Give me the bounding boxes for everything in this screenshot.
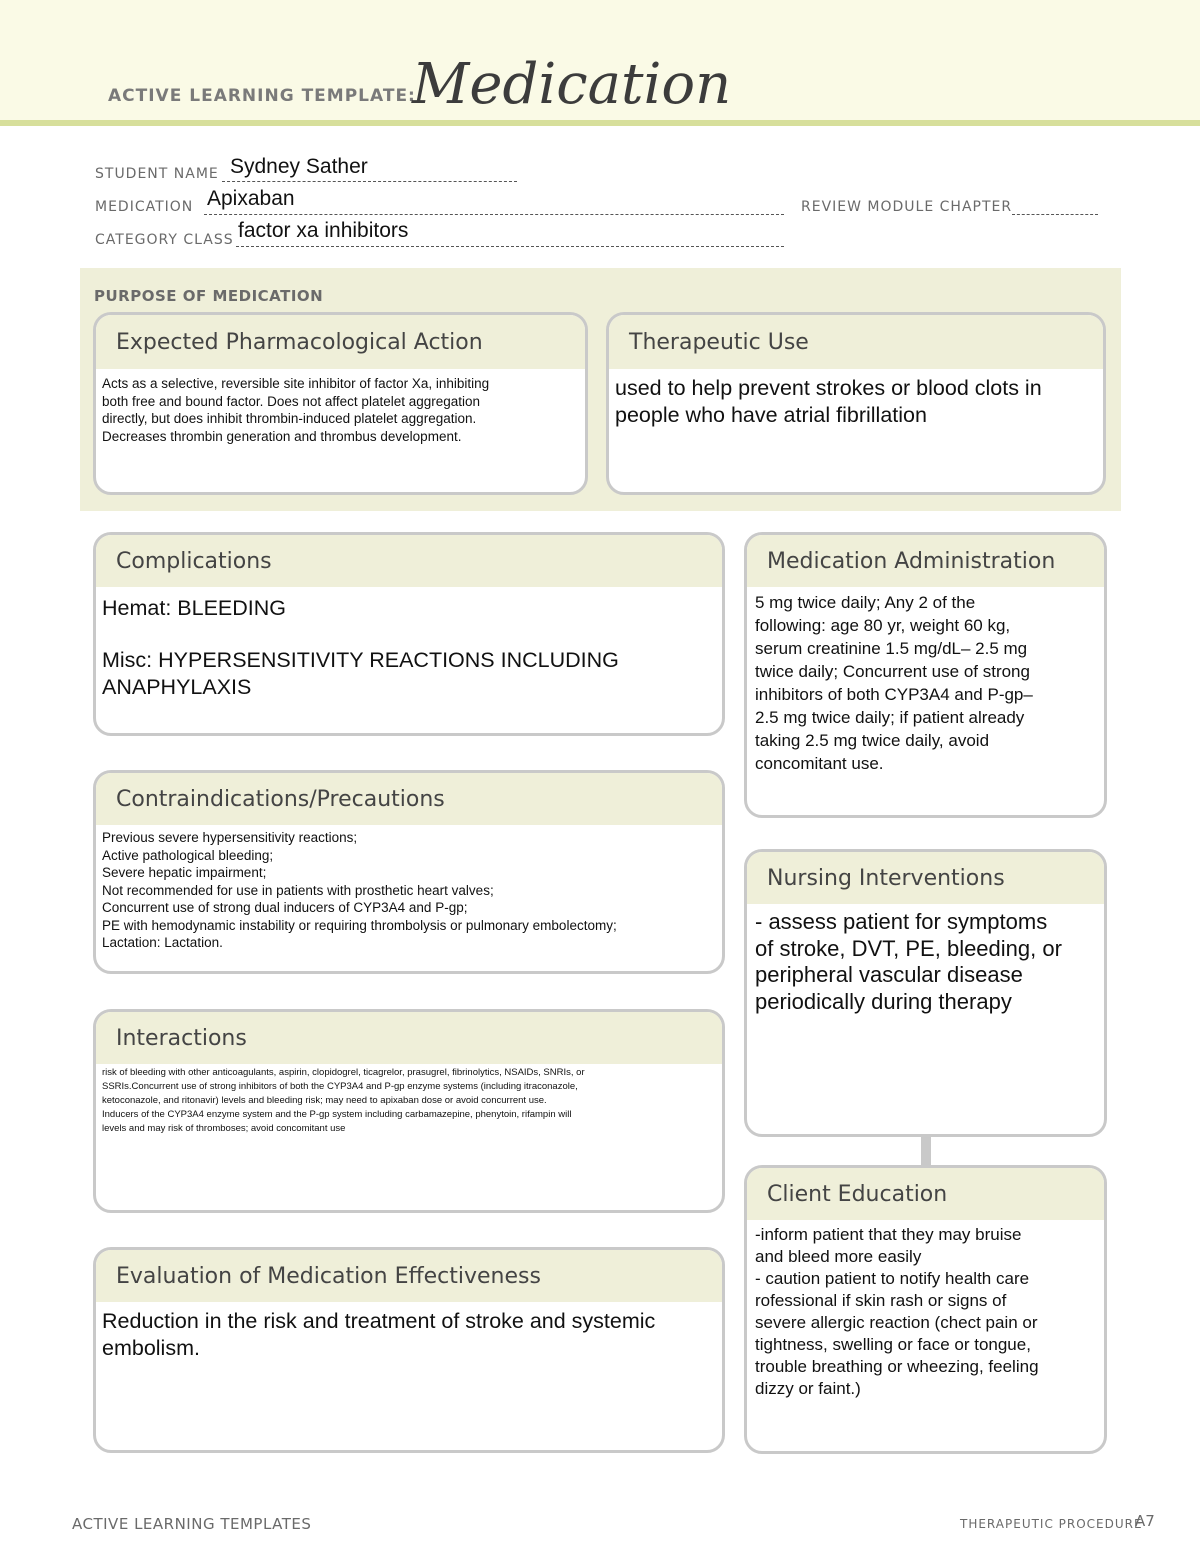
- review-module-label: REVIEW MODULE CHAPTER: [801, 199, 1013, 215]
- contraindications-title: Contraindications/Precautions: [96, 773, 722, 825]
- purpose-label: PURPOSE OF MEDICATION: [94, 287, 324, 305]
- complications-line-2: Misc: HYPERSENSITIVITY REACTIONS INCLUDING ANAPHYLAXIS: [102, 648, 619, 699]
- header-rule: [0, 120, 1200, 126]
- review-module-line: [1012, 214, 1098, 215]
- expected-action-text[interactable]: Acts as a selective, reversible site inhibitor of factor Xa, inhibiting both free and bound factor. Does not affect platelet aggregation directly, but does inhibit thrombin-induced platelet aggregation. Decreases thrombin generation and thrombus development.: [102, 376, 490, 444]
- medication-administration-title: Medication Administration: [747, 535, 1104, 587]
- student-name-field[interactable]: Sydney Sather: [230, 155, 368, 178]
- client-education-card: [744, 1165, 1107, 1454]
- interactions-title: Interactions: [96, 1012, 722, 1064]
- category-class-field[interactable]: factor xa inhibitors: [238, 219, 409, 242]
- footer-right: THERAPEUTIC PROCEDURE: [960, 1517, 1143, 1531]
- contraindications-text[interactable]: Previous severe hypersensitivity reactions; Active pathological bleeding; Severe hepatic impairment; Not recommended for use in patients with prosthetic heart valves; Concurrent use of strong dual inducers of CYP3A4 and P-gp; PE with hemodynamic instability or requiring thrombolysis or pulmonary embolectomy; Lactation: Lactation.: [102, 830, 617, 950]
- client-education-text[interactable]: -inform patient that they may bruise and bleed more easily - caution patient to notify health care rofessional if skin rash or signs of severe allergic reaction (chect pain or tightness, swelling or face or tongue, trouble breathing or wheezing, feeling dizzy or faint.): [755, 1225, 1039, 1398]
- client-education-title: Client Education: [747, 1168, 1104, 1220]
- evaluation-card: [93, 1247, 725, 1453]
- nursing-interventions-title: Nursing Interventions: [747, 852, 1104, 904]
- medication-line: [204, 214, 784, 215]
- student-name-line: [222, 181, 517, 182]
- complications-line-1: Hemat: BLEEDING: [102, 596, 286, 620]
- medication-administration-text[interactable]: 5 mg twice daily; Any 2 of the following: age 80 yr, weight 60 kg, serum creatinine 1.5 mg/dL– 2.5 mg twice daily; Concurrent use of strong inhibitors of both CYP3A4 and P-gp– 2.5 mg twice daily; if patient already taking 2.5 mg twice daily, avoid concomitant use.: [755, 593, 1033, 773]
- card-connector: [921, 1136, 931, 1166]
- page-title: Medication: [412, 52, 732, 117]
- therapeutic-use-text[interactable]: used to help prevent strokes or blood clots in people who have atrial fibrillation: [615, 376, 1042, 427]
- expected-action-title: Expected Pharmacological Action: [96, 315, 585, 369]
- interactions-card: [93, 1009, 725, 1213]
- complications-title: Complications: [96, 535, 722, 587]
- category-class-label: CATEGORY CLASS: [95, 232, 234, 248]
- complications-body[interactable]: [96, 587, 722, 701]
- nursing-interventions-text[interactable]: - assess patient for symptoms of stroke, DVT, PE, bleeding, or peripheral vascular disease periodically during therapy: [755, 909, 1062, 1014]
- page-number: A7: [1135, 1512, 1155, 1530]
- nursing-interventions-card: [744, 849, 1107, 1137]
- complications-card: [93, 532, 725, 736]
- student-name-label: STUDENT NAME: [95, 166, 219, 182]
- medication-field[interactable]: Apixaban: [207, 187, 295, 210]
- medication-label: MEDICATION: [95, 199, 194, 215]
- therapeutic-use-card: [606, 312, 1106, 495]
- evaluation-text[interactable]: Reduction in the risk and treatment of stroke and systemic embolism.: [102, 1309, 656, 1360]
- interactions-text[interactable]: risk of bleeding with other anticoagulants, aspirin, clopidogrel, ticagrelor, prasugrel, fibrinolytics, NSAIDs, SNRIs, or SSRIs.Concurrent use of strong inhibitors of both the CYP3A4 and P-gp enzyme systems (including itraconazole, ketoconazole, and ritonavir) levels and bleeding risk; may need to apixaban dose or avoid concurrent use. Inducers of the CYP3A4 enzyme system and the P-gp system including carbamazepine, phenytoin, rifampin will levels and may risk of thromboses; avoid concomitant use: [102, 1067, 585, 1134]
- evaluation-title: Evaluation of Medication Effectiveness: [96, 1250, 722, 1302]
- medication-administration-card: [744, 532, 1107, 818]
- template-label: ACTIVE LEARNING TEMPLATE:: [108, 86, 416, 106]
- category-class-line: [236, 246, 784, 247]
- expected-action-card: [93, 312, 588, 495]
- footer-left: ACTIVE LEARNING TEMPLATES: [72, 1515, 312, 1533]
- contraindications-card: [93, 770, 725, 974]
- therapeutic-use-title: Therapeutic Use: [609, 315, 1103, 369]
